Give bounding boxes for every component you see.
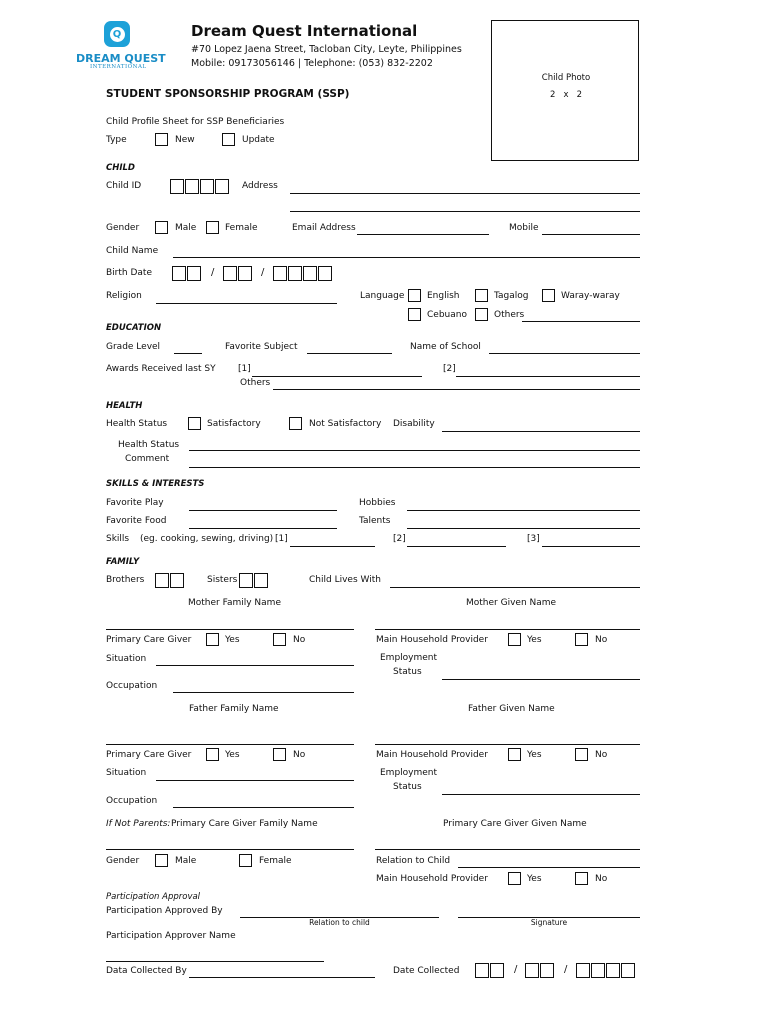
mother-family-name-line[interactable] bbox=[106, 629, 354, 630]
father-provider-no-label: No bbox=[595, 750, 608, 760]
caregiver-female-label: Female bbox=[259, 856, 292, 866]
award-2-label: [2] bbox=[443, 364, 456, 374]
mother-occupation-line[interactable] bbox=[173, 692, 354, 693]
caregiver-given-name-line[interactable] bbox=[375, 849, 640, 850]
caregiver-family-name-label: Primary Care Giver Family Name bbox=[171, 819, 318, 829]
grade-level-label: Grade Level bbox=[106, 342, 161, 352]
approver-name-line[interactable] bbox=[106, 961, 324, 962]
section-approval: Participation Approval bbox=[106, 892, 201, 902]
mother-provider-label: Main Household Provider bbox=[376, 635, 488, 645]
health-comment-label-2: Comment bbox=[125, 454, 170, 464]
grade-level-line[interactable] bbox=[174, 353, 202, 354]
date-collected-day-boxes[interactable] bbox=[525, 963, 555, 978]
father-situation-label: Situation bbox=[106, 768, 147, 778]
section-child: CHILD bbox=[106, 163, 135, 173]
mother-provider-no-label: No bbox=[595, 635, 608, 645]
logo-badge-icon bbox=[104, 21, 130, 47]
religion-label: Religion bbox=[106, 291, 142, 301]
father-situation-line[interactable] bbox=[156, 780, 354, 781]
type-new-label: New bbox=[175, 135, 195, 145]
child-name-line[interactable] bbox=[173, 257, 640, 258]
hobbies-line[interactable] bbox=[407, 510, 640, 511]
lang-waray-checkbox[interactable] bbox=[542, 289, 555, 302]
father-provider-no-checkbox[interactable] bbox=[575, 748, 588, 761]
caregiver-male-checkbox[interactable] bbox=[155, 854, 168, 867]
mother-care-no-label: No bbox=[293, 635, 306, 645]
lang-cebuano-label: Cebuano bbox=[427, 310, 467, 320]
father-care-no-checkbox[interactable] bbox=[273, 748, 286, 761]
mother-provider-no-checkbox[interactable] bbox=[575, 633, 588, 646]
photo-label: Child Photo bbox=[541, 73, 591, 83]
signature-caption: Signature bbox=[530, 918, 568, 927]
logo-glyph: Q bbox=[110, 27, 125, 42]
father-given-name-line[interactable] bbox=[375, 744, 640, 745]
logo-text: DREAM QUEST bbox=[76, 52, 166, 65]
school-name-line[interactable] bbox=[489, 353, 640, 354]
type-label: Type bbox=[106, 135, 127, 145]
birth-month-boxes[interactable] bbox=[172, 266, 202, 281]
caregiver-given-name-label: Primary Care Giver Given Name bbox=[443, 819, 587, 829]
birth-year-boxes[interactable] bbox=[273, 266, 333, 281]
caregiver-family-name-line[interactable] bbox=[106, 849, 354, 850]
awards-others-label: Others bbox=[240, 378, 271, 388]
skills-example: (eg. cooking, sewing, driving) bbox=[140, 534, 274, 544]
gender-male-label: Male bbox=[175, 223, 197, 233]
gender-male-checkbox[interactable] bbox=[155, 221, 168, 234]
health-not-satisfactory-label: Not Satisfactory bbox=[309, 419, 382, 429]
father-care-no-label: No bbox=[293, 750, 306, 760]
mother-care-no-checkbox[interactable] bbox=[273, 633, 286, 646]
caregiver-provider-no-label: No bbox=[595, 874, 608, 884]
section-education: EDUCATION bbox=[106, 323, 162, 333]
caregiver-provider-yes-label: Yes bbox=[527, 874, 542, 884]
award-1-label: [1] bbox=[238, 364, 251, 374]
lang-english-checkbox[interactable] bbox=[408, 289, 421, 302]
mother-care-yes-label: Yes bbox=[225, 635, 240, 645]
mother-family-name-label: Mother Family Name bbox=[188, 598, 281, 608]
father-provider-yes-checkbox[interactable] bbox=[508, 748, 521, 761]
section-family: FAMILY bbox=[106, 557, 140, 567]
skill-1-label: [1] bbox=[275, 534, 288, 544]
health-satisfactory-checkbox[interactable] bbox=[188, 417, 201, 430]
favorite-food-label: Favorite Food bbox=[106, 516, 167, 526]
approved-by-label: Participation Approved By bbox=[106, 906, 223, 916]
type-update-checkbox[interactable] bbox=[222, 133, 235, 146]
child-photo-box bbox=[491, 20, 639, 161]
father-family-name-line[interactable] bbox=[106, 744, 354, 745]
date-collected-month-boxes[interactable] bbox=[475, 963, 505, 978]
birth-slash-1: / bbox=[211, 267, 215, 278]
brothers-boxes[interactable] bbox=[155, 573, 185, 588]
birth-date-label: Birth Date bbox=[106, 268, 152, 278]
address-line-1[interactable] bbox=[290, 193, 640, 194]
lang-waray-label: Waray-waray bbox=[561, 291, 620, 301]
relation-to-child-line[interactable] bbox=[458, 867, 640, 868]
collected-by-label: Data Collected By bbox=[106, 966, 187, 976]
caregiver-gender-label: Gender bbox=[106, 856, 140, 866]
address-line-2[interactable] bbox=[290, 211, 640, 212]
mobile-label: Mobile bbox=[509, 223, 539, 233]
language-label: Language bbox=[360, 291, 405, 301]
skill-1-line[interactable] bbox=[290, 546, 375, 547]
health-comment-line-1[interactable] bbox=[189, 450, 640, 451]
health-satisfactory-label: Satisfactory bbox=[207, 419, 261, 429]
caregiver-provider-yes-checkbox[interactable] bbox=[508, 872, 521, 885]
health-comment-label-1: Health Status bbox=[118, 440, 180, 450]
mother-provider-yes-checkbox[interactable] bbox=[508, 633, 521, 646]
favorite-play-line[interactable] bbox=[189, 510, 337, 511]
health-status-label: Health Status bbox=[106, 419, 168, 429]
school-name-label: Name of School bbox=[410, 342, 481, 352]
org-address: #70 Lopez Jaena Street, Tacloban City, Leyte, Philippines bbox=[191, 44, 462, 55]
section-health: HEALTH bbox=[106, 401, 143, 411]
child-id-boxes[interactable] bbox=[170, 179, 230, 194]
mother-given-name-line[interactable] bbox=[375, 629, 640, 630]
father-care-yes-label: Yes bbox=[225, 750, 240, 760]
skill-3-line[interactable] bbox=[542, 546, 640, 547]
talents-label: Talents bbox=[359, 516, 391, 526]
mother-provider-yes-label: Yes bbox=[527, 635, 542, 645]
mother-occupation-label: Occupation bbox=[106, 681, 158, 691]
lang-tagalog-checkbox[interactable] bbox=[475, 289, 488, 302]
caregiver-provider-label: Main Household Provider bbox=[376, 874, 488, 884]
skill-3-label: [3] bbox=[527, 534, 540, 544]
hobbies-label: Hobbies bbox=[359, 498, 396, 508]
lang-cebuano-checkbox[interactable] bbox=[408, 308, 421, 321]
father-given-name-label: Father Given Name bbox=[468, 704, 555, 714]
skill-2-label: [2] bbox=[393, 534, 406, 544]
org-name: Dream Quest International bbox=[191, 22, 418, 40]
date-collected-label: Date Collected bbox=[393, 966, 460, 976]
email-label: Email Address bbox=[292, 223, 356, 233]
gender-label: Gender bbox=[106, 223, 140, 233]
date-collected-year-boxes[interactable] bbox=[576, 963, 636, 978]
father-occupation-line[interactable] bbox=[173, 807, 354, 808]
father-employment-label-2: Status bbox=[393, 782, 422, 792]
mother-care-yes-checkbox[interactable] bbox=[206, 633, 219, 646]
mother-employment-line[interactable] bbox=[442, 679, 640, 680]
skills-label: Skills bbox=[106, 534, 130, 544]
favorite-subject-line[interactable] bbox=[307, 353, 392, 354]
mobile-line[interactable] bbox=[542, 234, 640, 235]
section-skills: SKILLS & INTERESTS bbox=[106, 479, 205, 489]
health-comment-line-2[interactable] bbox=[189, 467, 640, 468]
relation-to-child-label: Relation to Child bbox=[376, 856, 451, 866]
award-1-line[interactable] bbox=[252, 376, 422, 377]
sisters-boxes[interactable] bbox=[239, 573, 269, 588]
lang-others-line[interactable] bbox=[522, 321, 640, 322]
org-contact: Mobile: 09173056146 | Telephone: (053) 832-2202 bbox=[191, 58, 433, 69]
email-line[interactable] bbox=[357, 234, 489, 235]
award-2-line[interactable] bbox=[456, 376, 640, 377]
mother-primary-care-label: Primary Care Giver bbox=[106, 635, 192, 645]
disability-label: Disability bbox=[393, 419, 435, 429]
sisters-label: Sisters bbox=[207, 575, 238, 585]
skill-2-line[interactable] bbox=[407, 546, 506, 547]
date-collected-slash-2: / bbox=[564, 964, 568, 975]
favorite-play-label: Favorite Play bbox=[106, 498, 164, 508]
mother-situation-line[interactable] bbox=[156, 665, 354, 666]
child-id-label: Child ID bbox=[106, 181, 142, 191]
child-name-label: Child Name bbox=[106, 246, 159, 256]
collected-by-line[interactable] bbox=[189, 977, 375, 978]
program-title: STUDENT SPONSORSHIP PROGRAM (SSP) bbox=[106, 88, 350, 100]
type-new-checkbox[interactable] bbox=[155, 133, 168, 146]
lang-others-checkbox[interactable] bbox=[475, 308, 488, 321]
talents-line[interactable] bbox=[407, 528, 640, 529]
relation-caption: Relation to child bbox=[309, 918, 370, 927]
caregiver-female-checkbox[interactable] bbox=[239, 854, 252, 867]
health-not-satisfactory-checkbox[interactable] bbox=[289, 417, 302, 430]
mother-given-name-label: Mother Given Name bbox=[466, 598, 557, 608]
caregiver-male-label: Male bbox=[175, 856, 197, 866]
birth-day-boxes[interactable] bbox=[223, 266, 253, 281]
date-collected-slash-1: / bbox=[514, 964, 518, 975]
type-update-label: Update bbox=[242, 135, 275, 145]
brothers-label: Brothers bbox=[106, 575, 145, 585]
father-occupation-label: Occupation bbox=[106, 796, 158, 806]
photo-size: 2 x 2 bbox=[549, 90, 583, 100]
if-not-parents-label: If Not Parents: bbox=[106, 819, 171, 829]
religion-line[interactable] bbox=[156, 303, 337, 304]
approver-name-label: Participation Approver Name bbox=[106, 931, 236, 941]
father-employment-label-1: Employment bbox=[380, 768, 438, 778]
birth-slash-2: / bbox=[261, 267, 265, 278]
gender-female-label: Female bbox=[225, 223, 258, 233]
lives-with-line[interactable] bbox=[390, 587, 640, 588]
address-label: Address bbox=[242, 181, 278, 191]
father-provider-yes-label: Yes bbox=[527, 750, 542, 760]
father-care-yes-checkbox[interactable] bbox=[206, 748, 219, 761]
father-employment-line[interactable] bbox=[442, 794, 640, 795]
favorite-subject-label: Favorite Subject bbox=[225, 342, 298, 352]
lang-tagalog-label: Tagalog bbox=[494, 291, 529, 301]
gender-female-checkbox[interactable] bbox=[206, 221, 219, 234]
lang-english-label: English bbox=[427, 291, 460, 301]
father-family-name-label: Father Family Name bbox=[189, 704, 279, 714]
father-provider-label: Main Household Provider bbox=[376, 750, 488, 760]
profile-subtitle: Child Profile Sheet for SSP Beneficiaries bbox=[106, 117, 285, 127]
caregiver-provider-no-checkbox[interactable] bbox=[575, 872, 588, 885]
favorite-food-line[interactable] bbox=[189, 528, 337, 529]
mother-situation-label: Situation bbox=[106, 654, 147, 664]
lang-others-label: Others bbox=[494, 310, 525, 320]
awards-label: Awards Received last SY bbox=[106, 364, 216, 374]
lives-with-label: Child Lives With bbox=[309, 575, 381, 585]
mother-employment-label-1: Employment bbox=[380, 653, 438, 663]
awards-others-line[interactable] bbox=[273, 389, 640, 390]
logo-subtext: INTERNATIONAL bbox=[90, 64, 147, 70]
father-primary-care-label: Primary Care Giver bbox=[106, 750, 192, 760]
mother-employment-label-2: Status bbox=[393, 667, 422, 677]
disability-line[interactable] bbox=[442, 431, 640, 432]
